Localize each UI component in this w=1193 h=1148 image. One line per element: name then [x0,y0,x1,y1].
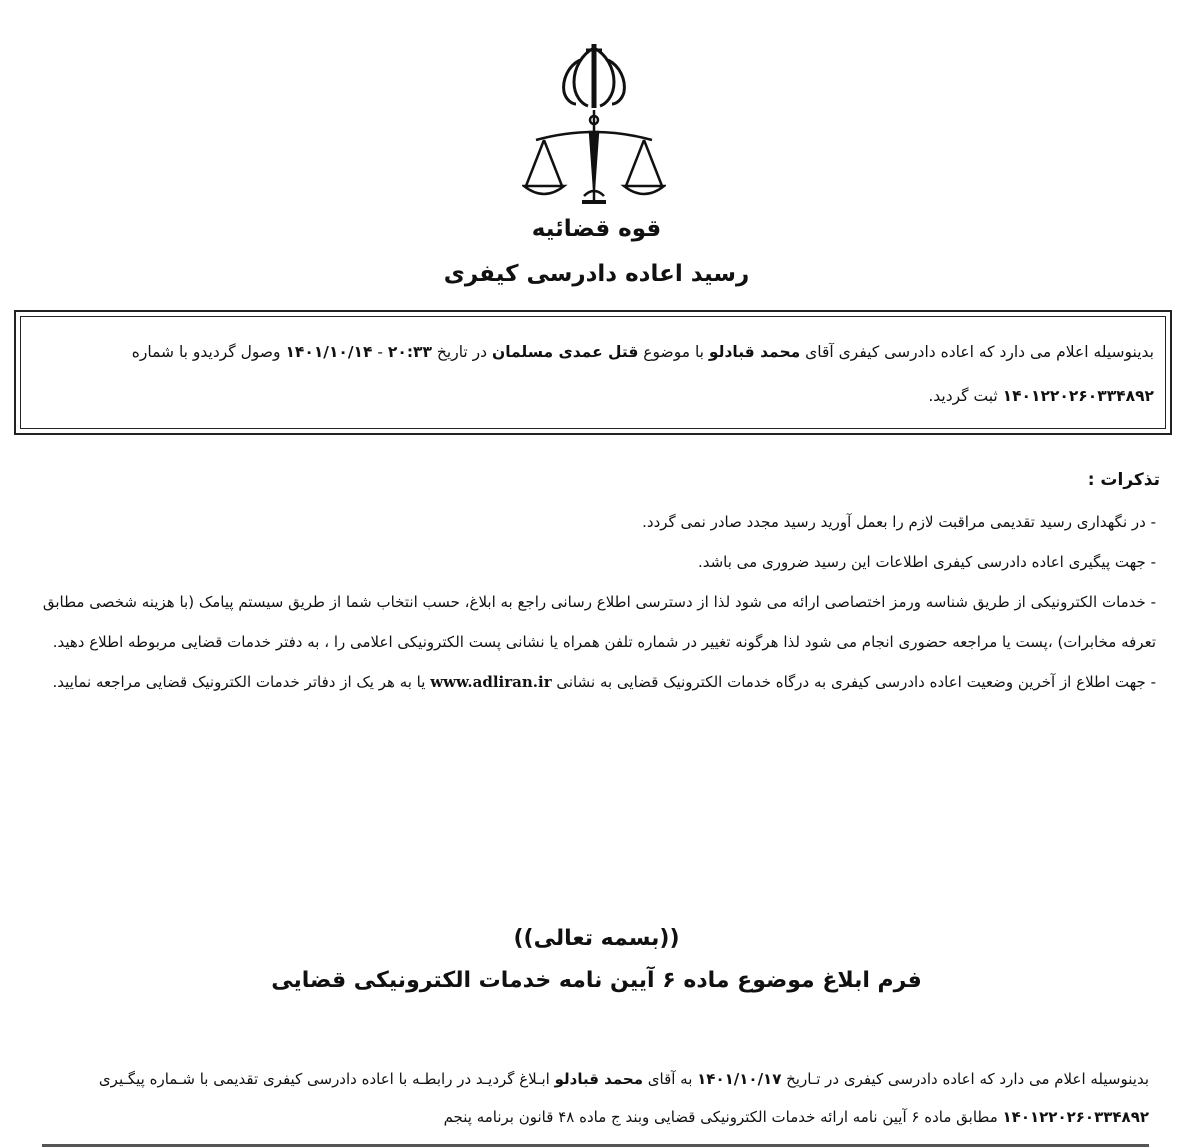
case-subject: قتل عمدی مسلمان [491,343,639,361]
bismillah-heading: ((بسمه تعالی)) [513,926,680,951]
notification-text: بدینوسیله اعلام می دارد که اعاده دادرسی کیفری در تـاریخ ۱۴۰۱/۱۰/۱۷ به آقای محمد قبادلو ابـلاغ گردیـد در رابطـه با اعاده دادرسی کیفری تقدیمی با شـماره پیگـیری ۱۴۰۱۲۲۰۲۶۰۳۳۴۸۹۲ مطابق ماده ۶ آیین نامه ارائه خدمات الکترونیکی قضایی وبند ج ماده ۴۸ قانون برنامه پنجم [98,1070,1149,1126]
form-title: فرم ابلاغ موضوع ماده ۶ آیین نامه خدمات الکترونیکی قضایی [271,968,922,993]
receipt-date: ۱۴۰۱/۱۰/۱۴ [285,343,373,361]
notification-date: ۱۴۰۱/۱۰/۱۷ [697,1070,782,1088]
notes-list [14,502,1156,702]
note-item: - خدمات الکترونیکی از طریق شناسه ورمز اختصاصی ارائه می شود لذا از دسترسی اطلاع رسانی راجع به ابلاغ، حسب انتخاب شما از طریق سیستم پیامک (با هزینه شخصی مطابق تعرفه مخابرات) ،پست یا مراجعه حضوری انجام می شود لذا هرگونه تغییر در شماره تلفن همراه یا نشانی پست الکترونیکی اعلامی را ، به دفتر خدمات قضایی مربوطه اطلاع دهید. [42,593,1156,651]
notified-person-name: محمد قبادلو [554,1070,643,1088]
judiciary-emblem-icon [522,40,666,206]
note-item: - جهت پیگیری اعاده دادرسی کیفری اطلاعات این رسید ضروری می باشد. [697,553,1156,571]
note-item: - جهت اطلاع از آخرین وضعیت اعاده دادرسی کیفری به درگاه خدمات الکترونیک قضایی به نشانی www.adliran.ir یا به هر یک از دفاتر خدمات الکترونیک قضایی مراجعه نمایید. [52,673,1156,691]
note-item: - در نگهداری رسید تقدیمی مراقبت لازم را بعمل آورید رسید مجدد صادر نمی گردد. [642,513,1156,531]
person-name: محمد قبادلو [708,343,801,361]
receipt-number: ۱۴۰۱۲۲۰۲۶۰۳۳۴۸۹۲ [1002,387,1154,405]
notes-heading: تذکرات : [1087,470,1160,490]
receipt-title: رسید اعاده دادرسی کیفری [443,261,750,287]
receipt-time: ۲۰:۳۳ [387,343,432,361]
receipt-text: بدینوسیله اعلام می دارد که اعاده دادرسی کیفری آقای محمد قبادلو با موضوع قتل عمدی مسلمان در تاریخ ۲۰:۳۳ - ۱۴۰۱/۱۰/۱۴ وصول گردیدو با شماره ۱۴۰۱۲۲۰۲۶۰۳۳۴۸۹۲ ثبت گردید. [131,343,1154,405]
website-link[interactable]: www.adliran.ir [430,673,552,691]
organization-title: قوه قضائیه [531,216,662,242]
tracking-number: ۱۴۰۱۲۲۰۲۶۰۳۳۴۸۹۲ [1002,1108,1149,1126]
receipt-box [14,310,1172,435]
